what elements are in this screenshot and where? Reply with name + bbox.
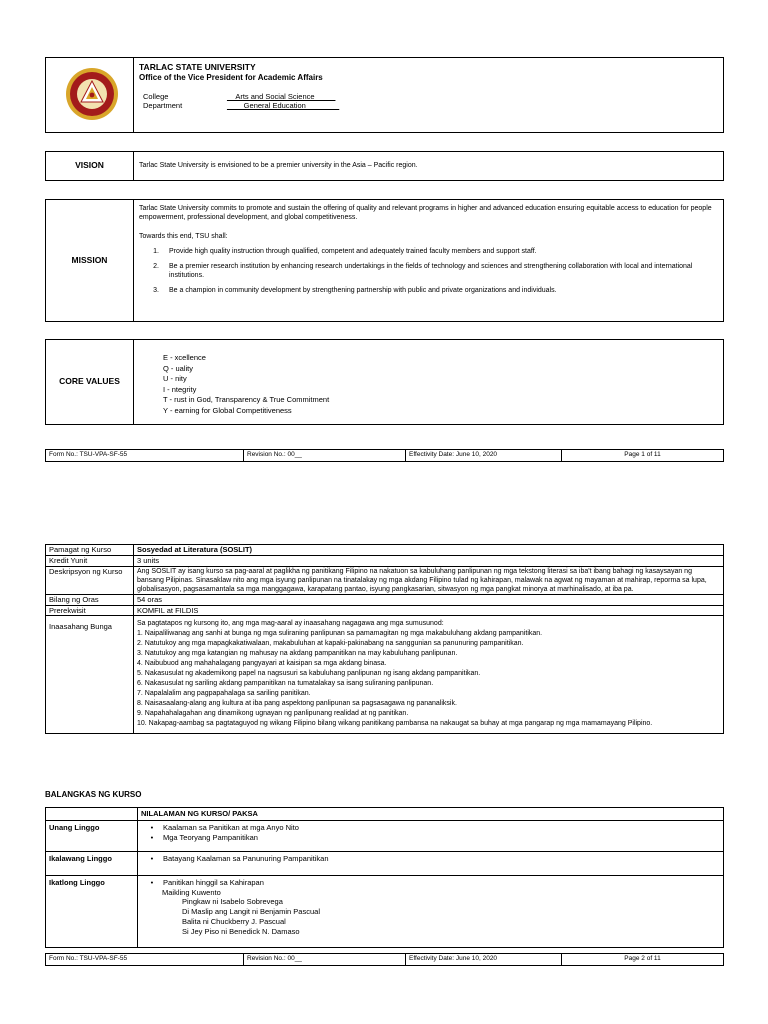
form-number: Form No.: TSU-VPA-SF-55 <box>45 449 243 462</box>
core-value-item: E - xcellence <box>163 353 206 362</box>
mission-item: 3. Be a champion in community development by strengthening partnership with public and private organizations and individuals. <box>153 286 557 294</box>
university-seal-logo <box>65 67 119 121</box>
table-row <box>46 616 724 733</box>
university-name: TARLAC STATE UNIVERSITY <box>139 62 256 72</box>
literary-work: Si Jey Piso ni Benedick N. Damaso <box>182 926 300 936</box>
prerequisite-value: KOMFIL at FILDIS <box>134 605 724 616</box>
course-outline-table <box>45 807 724 948</box>
table-row <box>46 555 724 566</box>
mission-box <box>45 199 724 322</box>
vision-label: VISION <box>46 152 134 180</box>
outcome-item: 1. Naipaliliwanag ang sanhi at bunga ng mga suliraning panlipunan sa pamamagitan ng mga makabuluhang akdang pampanitikan. <box>137 630 543 638</box>
department-label: Department <box>143 101 183 111</box>
vision-text: Tarlac State University is envisioned to be a premier university in the Asia – Pacific region. <box>139 162 418 169</box>
week-label: Ikalawang Linggo <box>46 851 138 875</box>
course-title-label: Pamagat ng Kurso <box>46 545 134 556</box>
course-outline-title: BALANGKAS NG KURSO <box>45 790 142 799</box>
outcomes-label: Inaasahang Bunga <box>46 616 134 733</box>
core-values-list <box>163 353 329 416</box>
course-title-value: Sosyedad at Literatura (SOSLIT) <box>134 545 724 556</box>
outcome-item: 2. Natutukoy ang mga mapagkakatiwalaan, makabuluhan at kapaki-pakinabang na sanggunian sa panunuring pampanitikan. <box>137 640 524 648</box>
core-values-box <box>45 339 724 425</box>
credit-label: Kredit Yunit <box>46 555 134 566</box>
list-item: • Kaalaman sa Panitikan at mga Anyo Nito <box>150 822 299 832</box>
core-value-item: Y - earning for Global Competitiveness <box>163 405 292 415</box>
table-row <box>46 566 724 594</box>
outcome-item: 8. Naisasaalang-alang ang kultura at iba pang aspektong panlipunan sa pagsasagawa ng pananaliksik. <box>137 699 457 707</box>
literary-work: Di Maslip ang Langit ni Benjamin Pascual <box>182 907 320 916</box>
mission-towards: Towards this end, TSU shall: <box>139 232 228 240</box>
course-info-table <box>45 544 724 734</box>
page-footer-2 <box>45 953 724 966</box>
genre-label: Maikling Kuwento <box>162 887 221 897</box>
outcomes-intro: Sa pagtatapos ng kursong ito, ang mga mag-aaral ay inaasahang nagagawa ang mga sumusunod: <box>137 620 444 628</box>
table-row <box>46 594 724 605</box>
outcome-item: 6. Nakasusulat ng sariling akdang pampanitikan na tumatalakay sa isang suliraning panlipunan. <box>137 679 434 687</box>
credit-value: 3 units <box>134 555 724 566</box>
core-value-item: I - ntegrity <box>163 384 197 394</box>
table-row <box>46 875 724 947</box>
revision-number: Revision No.: 00__ <box>243 953 405 966</box>
list-item: • Panitikan hinggil sa Kahirapan <box>150 877 264 887</box>
page-number: Page 1 of 11 <box>561 449 724 462</box>
page-footer-1 <box>45 449 724 462</box>
header-box <box>45 57 724 133</box>
description-label: Deskripsyon ng Kurso <box>46 566 134 594</box>
table-row <box>46 820 724 851</box>
outcome-item: 4. Naibubuod ang mahahalagang pangyayari at kaisipan sa mga akdang binasa. <box>137 660 387 668</box>
mission-intro: Tarlac State University commits to promote and sustain the offering of quality and relevant programs in higher and advanced education ensuring equitable access to education for people empowerment, professional development, and global competitiveness. <box>139 205 712 222</box>
page-number: Page 2 of 11 <box>561 953 724 966</box>
revision-number: Revision No.: 00__ <box>243 449 405 462</box>
table-row <box>46 851 724 875</box>
core-value-item: Q - uality <box>163 363 194 373</box>
college-value: __Arts and Social Science_____ <box>227 91 336 101</box>
week-label: Unang Linggo <box>46 820 138 851</box>
outline-header: NILALAMAN NG KURSO/ PAKSA <box>138 808 724 821</box>
core-values-label: CORE VALUES <box>46 340 134 424</box>
table-row <box>46 545 724 556</box>
core-value-item: U - nity <box>163 374 187 383</box>
vision-box <box>45 151 724 181</box>
week-label: Ikatlong Linggo <box>46 875 138 947</box>
effectivity-date: Effectivity Date: June 10, 2020 <box>405 449 561 462</box>
department-value: ____General Education________ <box>227 101 340 111</box>
outcome-item: 3. Natutukoy ang mga katangian ng mahusay na akdang pampanitikan na may kabuluhang panlipunan. <box>137 650 458 658</box>
prerequisite-label: Prerekwisit <box>46 605 134 616</box>
hours-label: Bilang ng Oras <box>46 594 134 605</box>
mission-item: 1. Provide high quality instruction through qualified, competent and adequately trained faculty members and support staff. <box>153 248 537 256</box>
effectivity-date: Effectivity Date: June 10, 2020 <box>405 953 561 966</box>
outcome-item: 9. Napahahalagahan ang dinamikong ugnayan ng panlipunang realidad at ng panitikan. <box>137 709 409 717</box>
list-item: • Batayang Kaalaman sa Panunuring Pampanitikan <box>150 853 329 863</box>
table-row <box>46 605 724 616</box>
hours-value: 54 oras <box>134 594 724 605</box>
college-label: College <box>143 91 169 101</box>
form-number: Form No.: TSU-VPA-SF-55 <box>45 953 243 966</box>
outcome-item: 7. Napalalalim ang pagpapahalaga sa sariling panitikan. <box>137 689 311 697</box>
table-row <box>46 808 724 821</box>
outcome-item: 5. Nakasusulat ng akademikong papel na nagsusuri sa kabuluhang panlipunan ng isang akdang pampanitikan. <box>137 669 481 677</box>
list-item: • Mga Teoryang Pampanitikan <box>150 832 258 842</box>
outcome-item: 10. Nakapag-aambag sa pagtataguyod ng wikang Filipino bilang wikang panitikang pambansa na nakaugat sa buhay at mga pangarap ng mga mamamayang Pilipino. <box>137 719 653 727</box>
literary-work: Balita ni Chuckberry J. Pascual <box>182 916 286 926</box>
literary-work: Pingkaw ni Isabelo Sobrevega <box>182 897 283 907</box>
mission-list <box>139 247 717 295</box>
office-name: Office of the Vice President for Academic Affairs <box>139 72 323 82</box>
core-value-item: T - rust in God, Transparency & True Commitment <box>163 395 330 404</box>
description-value: Ang SOSLIT ay isang kurso sa pag-aaral at paglikha ng panitikang Filipino na nakatuon sa kabuluhang panlipunan ng mga tekstong literasi sa iba't ibang bahagi ng kasaysayan ng bansang Pilipinas. Sinasaklaw nito ang mga isyung panlipunan na tinatalakay ng mga akdang Filipino tulad ng kahirapan, malawak na agwat ng mayaman at mahirap, reporma sa lupa, globalisasyon, pagsasamantala sa mga manggagawa, karapatang pantao, isyung pangkasarian, sitwasyon ng mga pangkat minorya at marhinalisado, at iba pa. <box>134 566 724 594</box>
logo-cell <box>46 58 134 132</box>
mission-label: MISSION <box>46 200 134 321</box>
mission-item: 2. Be a premier research institution by enhancing research undertakings in the fields of technology and sciences and strengthening collaboration with local and international institutions. <box>153 262 693 280</box>
